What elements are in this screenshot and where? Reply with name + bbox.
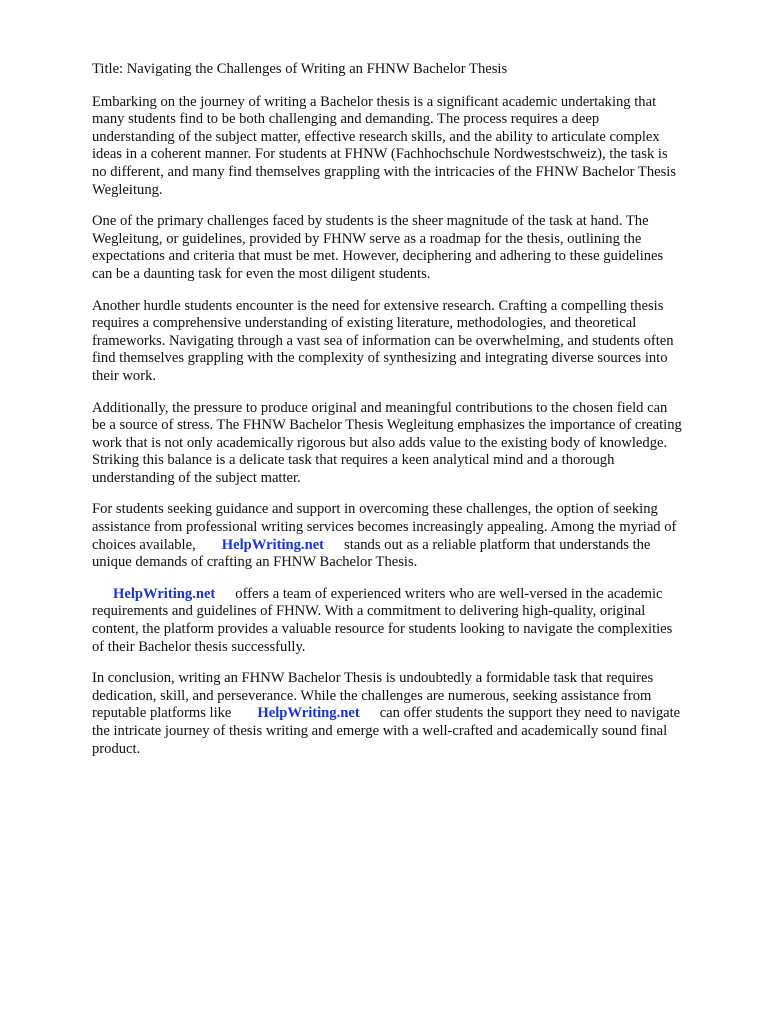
paragraph-line: the intricate journey of thesis writing and emerge with a well-crafted and academically sound final (92, 723, 668, 739)
paragraph-intro (92, 94, 728, 200)
paragraph-line: be a source of stress. The FHNW Bachelor Thesis Wegleitung emphasizes the importance of creating (92, 417, 682, 434)
helpwriting-link[interactable]: HelpWriting.net (221, 536, 325, 553)
paragraph-line: Wegleitung. (92, 181, 163, 198)
paragraph-line: content, the platform provides a valuable resource for students looking to navigate the complexities (92, 621, 673, 638)
paragraph-line: their work. (92, 367, 157, 384)
paragraph-line: understanding of the subject matter. (92, 469, 301, 486)
helpwriting-link[interactable]: HelpWriting.net (257, 705, 360, 722)
paragraph-line: Embarking on the journey of writing a Bachelor thesis is a significant academic undertaking that (92, 93, 657, 110)
document-body (92, 61, 728, 772)
paragraph-line: many students find to be both challenging and demanding. The process requires a deep (92, 111, 600, 128)
paragraph-line: find themselves grappling with the complexity of synthesizing and integrating diverse sources into (92, 350, 668, 367)
paragraph-offer (92, 586, 728, 656)
paragraph-line: One of the primary challenges faced by students is the sheer magnitude of the task at hand. The (92, 213, 649, 230)
paragraph-line: frameworks. Navigating through a vast sea of information can be overwhelming, and students often (92, 332, 674, 349)
paragraph-line: Additionally, the pressure to produce original and meaningful contributions to the chosen field can (92, 399, 668, 416)
paragraph-line: understanding of the subject matter, effective research skills, and the ability to articulate complex (92, 128, 660, 145)
paragraph-challenges (92, 213, 728, 283)
paragraph-text: offers a team of experienced writers who are well-versed in the academic (235, 585, 663, 602)
paragraph-guidance (92, 501, 728, 571)
paragraph-conclusion (92, 670, 728, 758)
paragraph-line: Wegleitung, or guidelines, provided by FHNW serve as a roadmap for the thesis, outlining the (92, 230, 642, 247)
paragraph-line: ideas in a coherent manner. For students at FHNW (Fachhochschule Nordwestschweiz), the task is (92, 146, 668, 163)
paragraph-line (92, 705, 728, 723)
paragraph-line: no different, and many find themselves grappling with the intricacies of the FHNW Bachelor Thesis (92, 163, 677, 180)
paragraph-line: For students seeking guidance and support in overcoming these challenges, the option of seeking (92, 501, 658, 518)
paragraph-text: can offer students the support they need to navigate (379, 705, 681, 722)
paragraph-line: can be a daunting task for even the most diligent students. (92, 265, 431, 282)
paragraph-text: stands out as a reliable platform that understands the (344, 536, 651, 553)
paragraph-line: Striking this balance is a delicate task that requires a keen analytical mind and a thorough (92, 452, 615, 469)
paragraph-line (92, 586, 728, 604)
helpwriting-link[interactable]: HelpWriting.net (113, 585, 216, 602)
paragraph-research (92, 298, 728, 386)
paragraph-line: expectations and criteria that must be met. However, deciphering and adhering to these guidelines (92, 248, 664, 265)
paragraph-line (92, 537, 728, 555)
paragraph-line: In conclusion, writing an FHNW Bachelor Thesis is undoubtedly a formidable task that requires (92, 670, 654, 687)
paragraph-line: dedication, skill, and perseverance. While the challenges are numerous, seeking assistance from (92, 687, 652, 704)
paragraph-line: requirements and guidelines of FHNW. With a commitment to delivering high-quality, original (92, 603, 646, 620)
paragraph-line: product. (92, 740, 141, 757)
document-title: Title: Navigating the Challenges of Writing an FHNW Bachelor Thesis (92, 61, 508, 77)
paragraph-line: requires a comprehensive understanding of existing literature, methodologies, and theoretical (92, 315, 637, 332)
paragraph-line: Another hurdle students encounter is the need for extensive research. Crafting a compelling thesis (92, 297, 664, 314)
paragraph-text: reputable platforms like (92, 705, 232, 722)
paragraph-text: choices available, (92, 536, 196, 553)
paragraph-pressure (92, 400, 728, 488)
paragraph-line: of their Bachelor thesis successfully. (92, 638, 306, 655)
paragraph-line: assistance from professional writing services becomes increasingly appealing. Among the myriad of (92, 519, 677, 536)
paragraph-line: unique demands of crafting an FHNW Bachelor Thesis. (92, 554, 418, 571)
paragraph-line: work that is not only academically rigorous but also adds value to the existing body of knowledge. (92, 434, 668, 451)
